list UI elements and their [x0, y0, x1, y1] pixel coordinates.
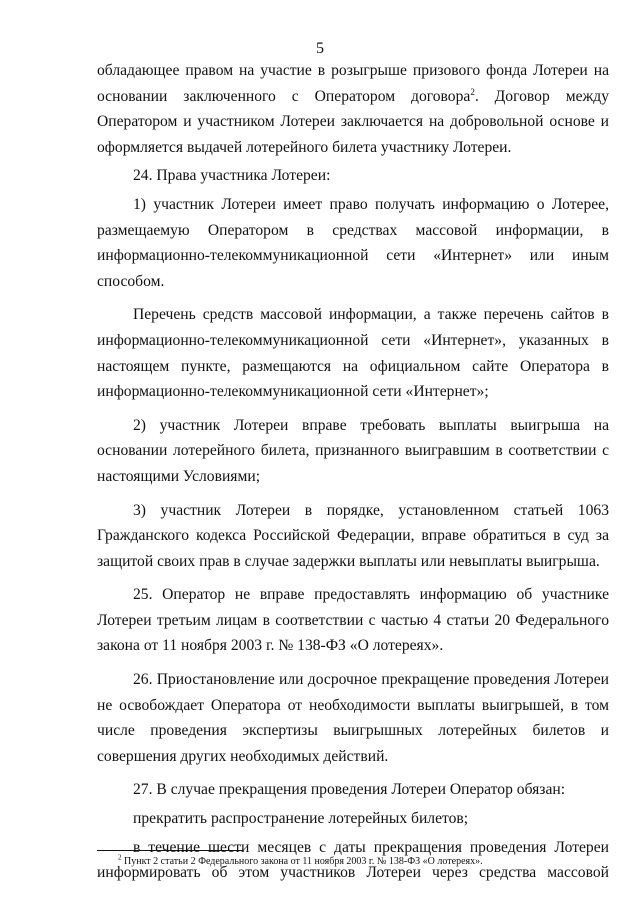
footnote-reference: 2 [470, 86, 475, 97]
paragraph-obligation-2: в течение шести месяцев с даты прекращения проведения Лотереи информировать об этом участников Лотереи через средства массовой [97, 838, 609, 882]
paragraph-item-26: 26. Приостановление или досрочное прекращение проведения Лотереи не освобождает Оператора от необходимости выплаты выигрышей, в том числе проведения экспертизы выигрышных лотерейных билетов и совершения других необходимых действий. [97, 671, 609, 765]
document-body [97, 58, 609, 886]
footnote [118, 855, 618, 868]
paragraph-text: обладающее правом на участие в розыгрыше призового фонда Лотереи на основании заключенного с Оператором договора [97, 62, 609, 105]
paragraph-subitem-3: 3) участник Лотереи в порядке, установленном статьей 1063 Гражданского кодекса Российской Федерации, вправе обратиться в суд за защитой своих прав в случае задержки выплаты или невыплаты выигрыша. [97, 501, 609, 570]
paragraph-media-list: Перечень средств массовой информации, а также перечень сайтов в информационно-телекоммуникационной сети «Интернет», указанных в настоящем пункте, размещаются на официальном сайте Оператора в информационно-телекоммуникационной сети «Интернет»; [97, 306, 609, 401]
footnote-text: Пункт 2 статьи 2 Федерального закона от 11 ноября 2003 г. № 138-ФЗ «О лотереях». [121, 856, 483, 867]
paragraph-item-24: 24. Права участника Лотереи: [133, 167, 331, 185]
paragraph-obligation-1: прекратить распространение лотерейных билетов; [133, 810, 469, 828]
paragraph-subitem-2: 2) участник Лотереи вправе требовать выплаты выигрыша на основании лотерейного билета, признанного выигравшим в соответствии с настоящими Условиями; [97, 416, 609, 485]
paragraph-continuation [97, 58, 609, 160]
paragraph-subitem-1: 1) участник Лотереи имеет право получать информацию о Лотерее, размещаемую Оператором в средствах массовой информации, в информационно-телекоммуникационной сети «Интернет» или иным способом. [97, 195, 609, 290]
paragraph-text: . Договор между Оператором и участником Лотереи заключается на добровольной основе и оформляется выдачей лотерейного билета участнику Лотереи. [97, 87, 609, 156]
paragraph-item-27: 27. В случае прекращения проведения Лотереи Оператор обязан: [133, 781, 566, 799]
footnote-divider [97, 850, 243, 851]
page-number: 5 [316, 40, 324, 57]
paragraph-item-25: 25. Оператор не вправе предоставлять информацию об участнике Лотереи третьим лицам в соответствии с частью 4 статьи 20 Федерального закона от 11 ноября 2003 г. № 138-ФЗ «О лотереях». [97, 586, 609, 655]
footnote-mark: 2 [118, 853, 122, 862]
